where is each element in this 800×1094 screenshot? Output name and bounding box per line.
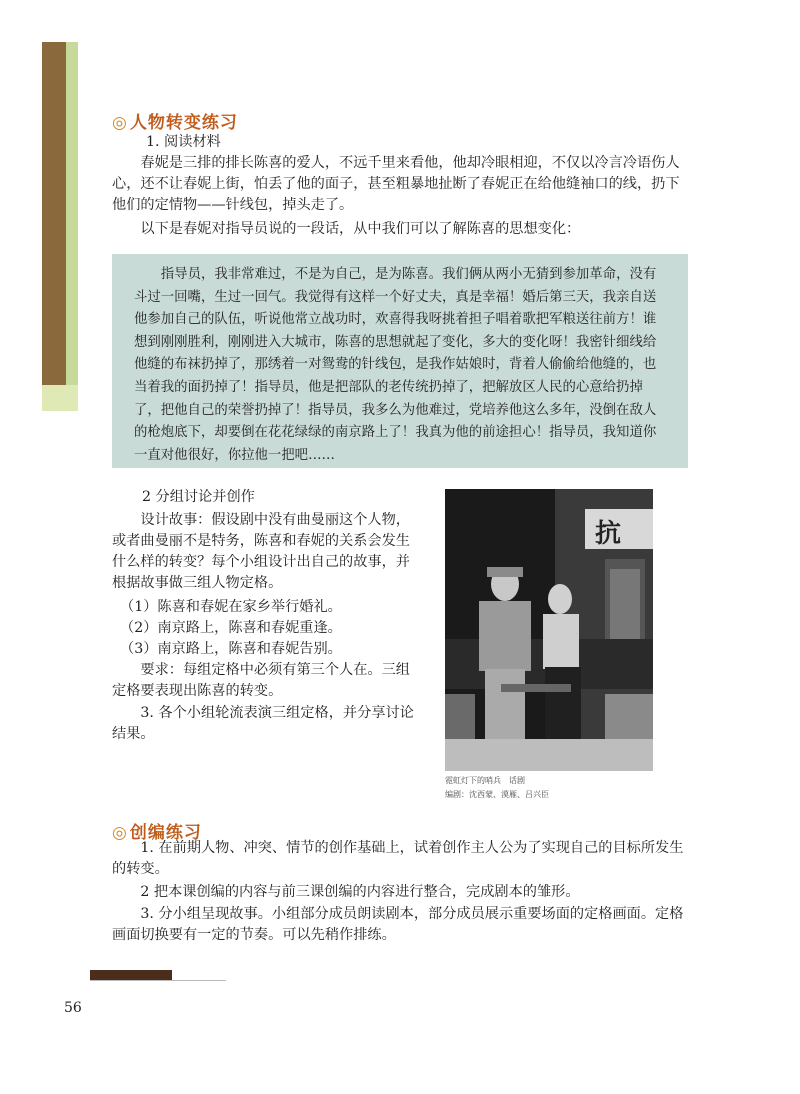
step-3-paragraph: 3. 各个小组轮流表演三组定格，并分享讨论结果。 bbox=[112, 705, 414, 742]
side-decoration-tail bbox=[42, 385, 78, 411]
requirement-paragraph: 要求：每组定格中必须有第三个人在。三组定格要表现出陈喜的转变。 bbox=[112, 662, 410, 699]
list-item: （3）南京路上，陈喜和春妮告别。 bbox=[120, 641, 342, 657]
intro-paragraph: 春妮是三排的排长陈喜的爱人，不远千里来看他，他却冷眼相迎，不仅以冷言冷语伤人心，还不让春妮上街，怕丢了他的面子，甚至粗暴地扯断了春妮正在给他缝袖口的线，扔下他们的定情物——针线包，掉头走了。 bbox=[112, 155, 680, 213]
section-title-creation-practice: ◎ 创编练习 bbox=[112, 823, 202, 843]
list-item: （1）陈喜和春妮在家乡举行婚礼。 bbox=[120, 599, 342, 615]
footer-decoration-bar bbox=[90, 970, 172, 980]
bullseye-icon: ◎ bbox=[112, 113, 128, 133]
creation-step-1: 1. 在前期人物、冲突、情节的创作基础上，试着创作主人公为了实现自己的目标所发生的转变。 bbox=[112, 840, 684, 877]
creation-step-2: 2 把本课创编的内容与前三课创编的内容进行整合，完成剧本的雏形。 bbox=[140, 884, 580, 900]
footer-decoration-line bbox=[90, 980, 226, 981]
chunni-quote: 指导员，我非常难过，不是为自己，是为陈喜。我们俩从两小无猜到参加革命，没有斗过一回嘴，生过一回气。我觉得有这样一个好丈夫，真是幸福！婚后第三天，我亲自送他参加自己的队伍，听说他常立战功时，欢喜得我呀挑着担子唱着歌把军粮送往前方！谁想到刚刚胜利，刚刚进入大城市，陈喜的思想就起了变化，多大的变化呀！我密针细线给他缝的布袜扔掉了，那绣着一对鸳鸯的针线包，是我作姑娘时，背着人偷偷给他缝的，也当着我的面扔掉了！指导员，他是把部队的老传统扔掉了，把解放区人民的心意给扔掉了，把他自己的荣誉扔掉了！指导员，我多么为他难过，党培养他这么多年，没倒在敌人的枪炮底下，却要倒在花花绿绿的南京路上了！我真为他的前途担心！指导员，我知道你一直对他很好，你拉他一把吧…… bbox=[134, 267, 657, 463]
lead-in-paragraph: 以下是春妮对指导员说的一段话，从中我们可以了解陈喜的思想变化： bbox=[140, 221, 581, 237]
photo-sign-text: 抗 bbox=[595, 519, 622, 549]
list-item: （2）南京路上，陈喜和春妮重逢。 bbox=[120, 620, 342, 636]
photo-caption-writers: 编剧：沈西蒙、漠雁、吕兴臣 bbox=[445, 790, 549, 799]
photo-caption-title: 霓虹灯下的哨兵 话剧 bbox=[445, 776, 525, 785]
creation-step-3: 3. 分小组呈现故事。小组部分成员朗读剧本，部分成员展示重要场面的定格画面。定格画面切换要有一定的节奏。可以先稍作排练。 bbox=[112, 906, 684, 943]
side-decoration-dark bbox=[42, 42, 66, 385]
quote-box bbox=[112, 254, 688, 468]
step-1-label: 1. 阅读材料 bbox=[146, 134, 221, 150]
bullseye-icon: ◎ bbox=[112, 823, 128, 843]
side-decoration-light bbox=[66, 42, 78, 385]
stage-photo bbox=[445, 489, 653, 771]
design-story-paragraph: 设计故事：假设剧中没有曲曼丽这个人物，或者曲曼丽不是特务，陈喜和春妮的关系会发生什么样的转变？每个小组设计出自己的故事，并根据故事做三组人物定格。 bbox=[112, 512, 410, 591]
step-2-label: 2 分组讨论并创作 bbox=[142, 489, 255, 505]
page-number: 56 bbox=[64, 1000, 82, 1016]
section-title-character-transformation: ◎ 人物转变练习 bbox=[112, 113, 238, 133]
